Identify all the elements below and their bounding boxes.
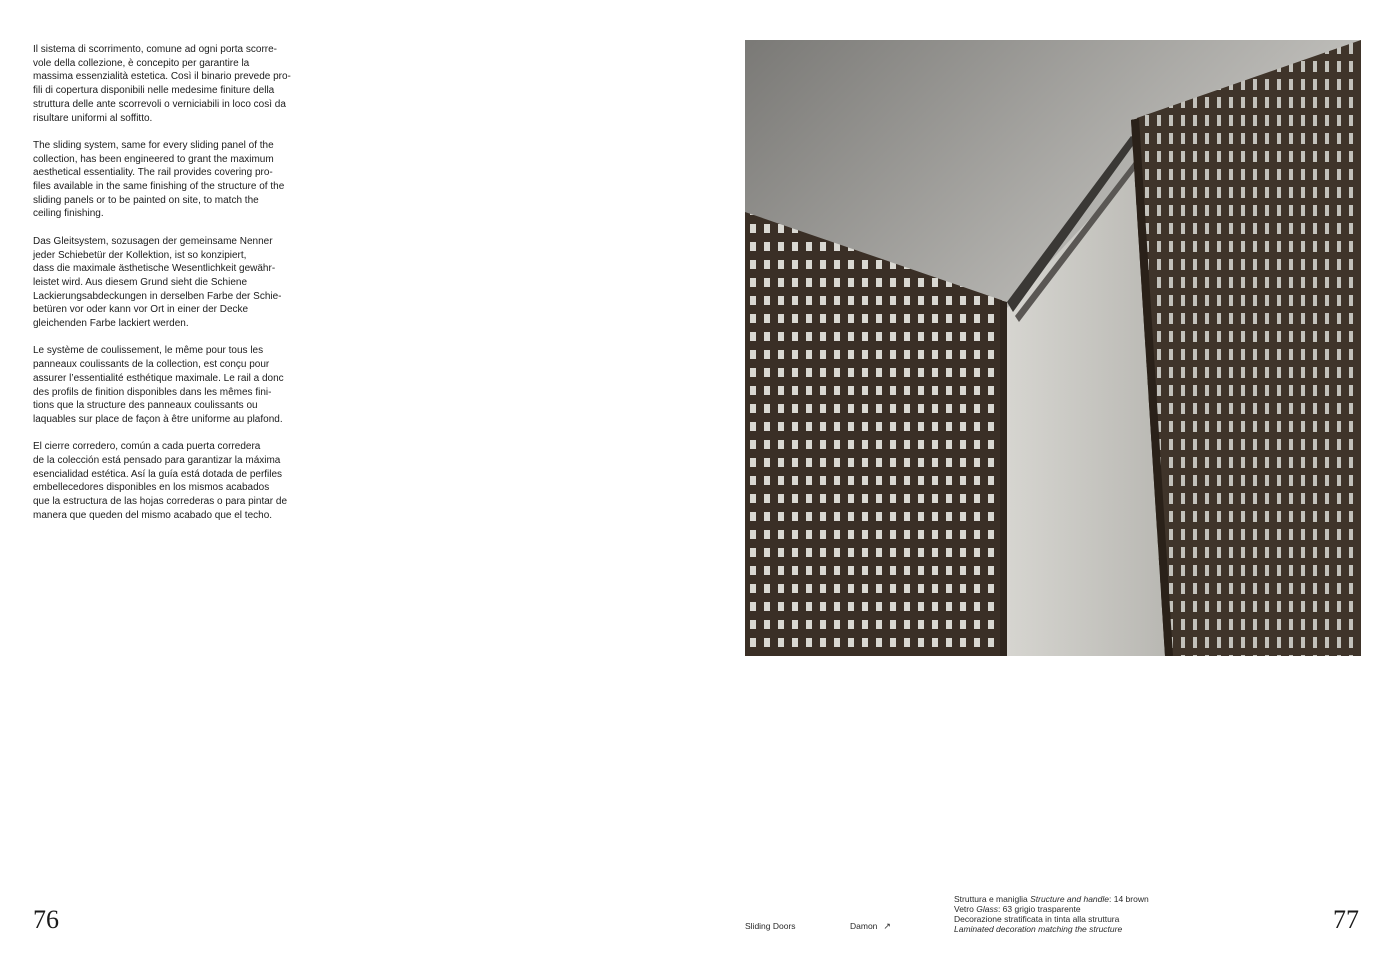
product-photo bbox=[745, 40, 1361, 656]
section-name: Sliding Doors bbox=[745, 921, 796, 931]
spec-caption bbox=[954, 894, 1194, 934]
paragraph-italian: Il sistema di scorrimento, comune ad ogni porta scorre- vole della collezione, è concepito per garantire la massima essenzialità estetica. Così il binario prevede pro- fili di copertura disponibili nelle medesime finiture della struttura delle ante scorrevoli o verniciabili in loco così da risultare uniformi al soffitto. bbox=[33, 44, 291, 124]
lattice-panel-left-edge bbox=[1000, 300, 1007, 656]
paragraph-spanish: El cierre corredero, común a cada puerta corredera de la colección está pensado para garantizar la máxima esencialidad estética. Así la guía está dotada de perfiles embellecedores disponibles en los mismos acabados que la estructura de las hojas correderas o para pintar de manera que queden del mismo acabado que el techo. bbox=[33, 441, 288, 521]
product-name: Damon bbox=[850, 921, 878, 931]
page-number-left: 76 bbox=[33, 905, 59, 934]
product-link[interactable] bbox=[850, 921, 891, 932]
page-number-right: 77 bbox=[1333, 905, 1359, 934]
body-text-column bbox=[33, 43, 291, 536]
spec-line-structure: Struttura e maniglia Structure and handle: 14 brown bbox=[954, 894, 1149, 904]
paragraph-french: Le système de coulissement, le même pour tous les panneaux coulissants de la collection, est conçu pour assurer l’essentialité esthétique maximale. Le rail a donc des profils de finition disponibles dans les mêmes fini- tions que la structure des panneaux coulissants ou laquables sur place de façon à être uniforme au plafond. bbox=[33, 345, 284, 425]
paragraph-german: Das Gleitsystem, sozusagen der gemeinsame Nenner jeder Schiebetür der Kollektion, ist so konzipiert, dass die maximale ästhetische Wesentlichkeit gewähr- leistet wird. Aus diesem Grund sieht die Schiene Lackierungsabdeckungen in derselben Farbe der Schie- betüren vor oder kann vor Ort in einer der Decke gleichenden Farbe lackiert werden. bbox=[33, 235, 282, 330]
paragraph-english: The sliding system, same for every sliding panel of the collection, has been engineered to grant the maximum aesthetical essentiality. The rail provides covering pro- files available in the same finishing of the structure of the sliding panels or to be painted on site, to match the ceiling finishing. bbox=[33, 139, 285, 220]
sliding-door-illustration bbox=[745, 40, 1361, 656]
arrow-up-right-icon: ↗ bbox=[883, 921, 891, 931]
spec-line-decoration-it: Decorazione stratificata in tinta alla struttura bbox=[954, 914, 1120, 924]
section-label bbox=[745, 921, 796, 931]
spec-line-glass: Vetro Glass: 63 grigio trasparente bbox=[954, 904, 1081, 914]
spec-line-decoration-en: Laminated decoration matching the structure bbox=[954, 924, 1123, 934]
